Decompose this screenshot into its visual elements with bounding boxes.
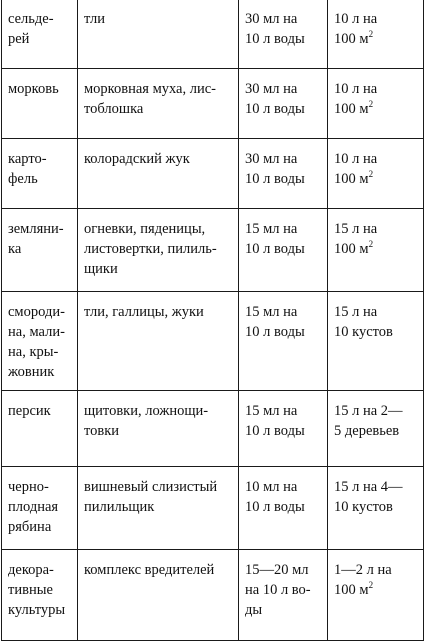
rate-text: 100 м bbox=[334, 101, 369, 117]
dose-cell-line: ды bbox=[245, 602, 263, 618]
rate-cell-line bbox=[334, 421, 417, 441]
rate-cell-line bbox=[334, 302, 417, 322]
dose-cell bbox=[239, 139, 328, 209]
table-row bbox=[2, 391, 424, 467]
pest-cell-line: вишневый слизистый bbox=[84, 479, 218, 495]
pest-cell-line: колорадский жук bbox=[84, 151, 190, 167]
dose-cell-line: 10 л воды bbox=[245, 171, 305, 187]
crop-cell bbox=[2, 0, 78, 69]
pest-cell bbox=[78, 209, 239, 292]
pest-cell bbox=[78, 139, 239, 209]
rate-cell-line bbox=[334, 219, 417, 239]
dose-cell-line: 10 л воды bbox=[245, 241, 305, 257]
crop-cell bbox=[2, 292, 78, 391]
rate-text: 10 кустов bbox=[334, 324, 393, 340]
rate-cell-line bbox=[334, 560, 417, 580]
crop-cell-line: смороди- bbox=[8, 304, 65, 320]
dose-cell-line: на 10 л во- bbox=[245, 582, 311, 598]
dose-cell-line: 15 мл на bbox=[245, 221, 298, 237]
dose-cell-line: 10 л воды bbox=[245, 423, 305, 439]
rate-cell-line bbox=[334, 9, 417, 29]
rate-cell bbox=[328, 0, 424, 69]
dose-cell-line: 15 мл на bbox=[245, 304, 298, 320]
rate-cell-line bbox=[334, 497, 417, 517]
crop-cell-line: на, мали- bbox=[8, 324, 65, 340]
dose-cell-line: 10 л воды bbox=[245, 499, 305, 515]
rate-text: 1—2 л на bbox=[334, 562, 392, 578]
rate-cell bbox=[328, 391, 424, 467]
crop-cell-line: карто- bbox=[8, 151, 47, 167]
crop-cell-line: декора- bbox=[8, 562, 54, 578]
crop-cell-line: на, кры- bbox=[8, 344, 59, 360]
rate-text: 10 л на bbox=[334, 151, 378, 167]
crop-cell bbox=[2, 69, 78, 139]
rate-text: 100 м bbox=[334, 582, 369, 598]
dose-cell bbox=[239, 550, 328, 641]
crop-cell-line: тивные bbox=[8, 582, 53, 598]
pest-cell bbox=[78, 391, 239, 467]
rate-cell-line bbox=[334, 401, 417, 421]
rate-cell-line bbox=[334, 99, 417, 119]
crop-cell-line: рябина bbox=[8, 519, 52, 535]
rate-cell-line bbox=[334, 477, 417, 497]
table-row bbox=[2, 292, 424, 391]
rate-cell-line bbox=[334, 580, 417, 600]
table-row bbox=[2, 0, 424, 69]
crop-cell bbox=[2, 467, 78, 550]
pest-cell bbox=[78, 467, 239, 550]
rate-cell-line bbox=[334, 29, 417, 49]
unit-exponent: 2 bbox=[368, 239, 374, 249]
pest-cell-line: товки bbox=[84, 423, 120, 439]
rate-text: 100 м bbox=[334, 241, 369, 257]
rate-cell-line bbox=[334, 322, 417, 342]
crop-cell-line: ка bbox=[8, 241, 22, 257]
crop-cell-line: фель bbox=[8, 171, 38, 187]
table-body bbox=[2, 0, 424, 641]
pest-cell-line: огневки, пяденицы, bbox=[84, 221, 206, 237]
crop-cell-line: черно- bbox=[8, 479, 49, 495]
rate-text: 10 л на bbox=[334, 81, 378, 97]
rate-cell-line bbox=[334, 239, 417, 259]
rate-cell bbox=[328, 209, 424, 292]
rate-text: 15 л на 2— bbox=[334, 403, 403, 419]
crop-cell-line: плодная bbox=[8, 499, 59, 515]
dose-cell bbox=[239, 467, 328, 550]
pest-cell-line: пилильщик bbox=[84, 499, 155, 515]
pest-cell-line: тли, галлицы, жуки bbox=[84, 304, 204, 320]
pest-cell-line: комплекс вредителей bbox=[84, 562, 215, 578]
table-row bbox=[2, 209, 424, 292]
dose-cell-line: 30 мл на bbox=[245, 11, 298, 27]
unit-exponent: 2 bbox=[368, 29, 374, 39]
crop-cell-line: культуры bbox=[8, 602, 66, 618]
dose-cell-line: 15—20 мл bbox=[245, 562, 309, 578]
dose-cell bbox=[239, 292, 328, 391]
dose-cell bbox=[239, 69, 328, 139]
rate-text: 15 л на bbox=[334, 304, 378, 320]
crop-cell-line: жовник bbox=[8, 364, 55, 380]
crop-cell bbox=[2, 209, 78, 292]
pest-cell-line: листовертки, пилиль- bbox=[84, 241, 217, 257]
unit-exponent: 2 bbox=[368, 99, 374, 109]
pest-cell-line: щитовки, ложнощи- bbox=[84, 403, 209, 419]
unit-exponent: 2 bbox=[368, 580, 374, 590]
rate-cell-line bbox=[334, 79, 417, 99]
dose-cell-line: 30 мл на bbox=[245, 151, 298, 167]
pest-cell-line: тоблошка bbox=[84, 101, 144, 117]
rate-cell bbox=[328, 467, 424, 550]
pest-cell bbox=[78, 0, 239, 69]
rate-text: 100 м bbox=[334, 171, 369, 187]
table-row bbox=[2, 550, 424, 641]
pest-cell-line: щики bbox=[84, 261, 118, 277]
dose-cell-line: 30 мл на bbox=[245, 81, 298, 97]
pest-cell bbox=[78, 550, 239, 641]
dose-cell-line: 10 л воды bbox=[245, 324, 305, 340]
crop-cell-line: рей bbox=[8, 31, 30, 47]
pest-cell-line: тли bbox=[84, 11, 105, 27]
rate-cell-line bbox=[334, 169, 417, 189]
rate-cell bbox=[328, 139, 424, 209]
dose-cell-line: 10 л воды bbox=[245, 101, 305, 117]
unit-exponent: 2 bbox=[368, 169, 374, 179]
crop-cell bbox=[2, 391, 78, 467]
pest-cell-line: морковная муха, лис- bbox=[84, 81, 217, 97]
crop-cell-line: земляни- bbox=[8, 221, 64, 237]
rate-cell bbox=[328, 69, 424, 139]
rate-cell-line bbox=[334, 149, 417, 169]
dose-cell bbox=[239, 391, 328, 467]
pest-treatment-table bbox=[1, 0, 424, 641]
dose-cell bbox=[239, 209, 328, 292]
table-row bbox=[2, 139, 424, 209]
rate-text: 10 кустов bbox=[334, 499, 393, 515]
rate-text: 100 м bbox=[334, 31, 369, 47]
rate-text: 15 л на 4— bbox=[334, 479, 403, 495]
crop-cell-line: морковь bbox=[8, 81, 59, 97]
dose-cell-line: 10 мл на bbox=[245, 479, 298, 495]
crop-cell bbox=[2, 550, 78, 641]
pest-cell bbox=[78, 69, 239, 139]
dose-cell bbox=[239, 0, 328, 69]
crop-cell-line: сельде- bbox=[8, 11, 54, 27]
rate-text: 15 л на bbox=[334, 221, 378, 237]
table-row bbox=[2, 467, 424, 550]
rate-cell bbox=[328, 550, 424, 641]
rate-text: 5 деревьев bbox=[334, 423, 400, 439]
table-row bbox=[2, 69, 424, 139]
rate-text: 10 л на bbox=[334, 11, 378, 27]
crop-cell-line: персик bbox=[8, 403, 51, 419]
dose-cell-line: 10 л воды bbox=[245, 31, 305, 47]
pest-cell bbox=[78, 292, 239, 391]
rate-cell bbox=[328, 292, 424, 391]
dose-cell-line: 15 мл на bbox=[245, 403, 298, 419]
crop-cell bbox=[2, 139, 78, 209]
